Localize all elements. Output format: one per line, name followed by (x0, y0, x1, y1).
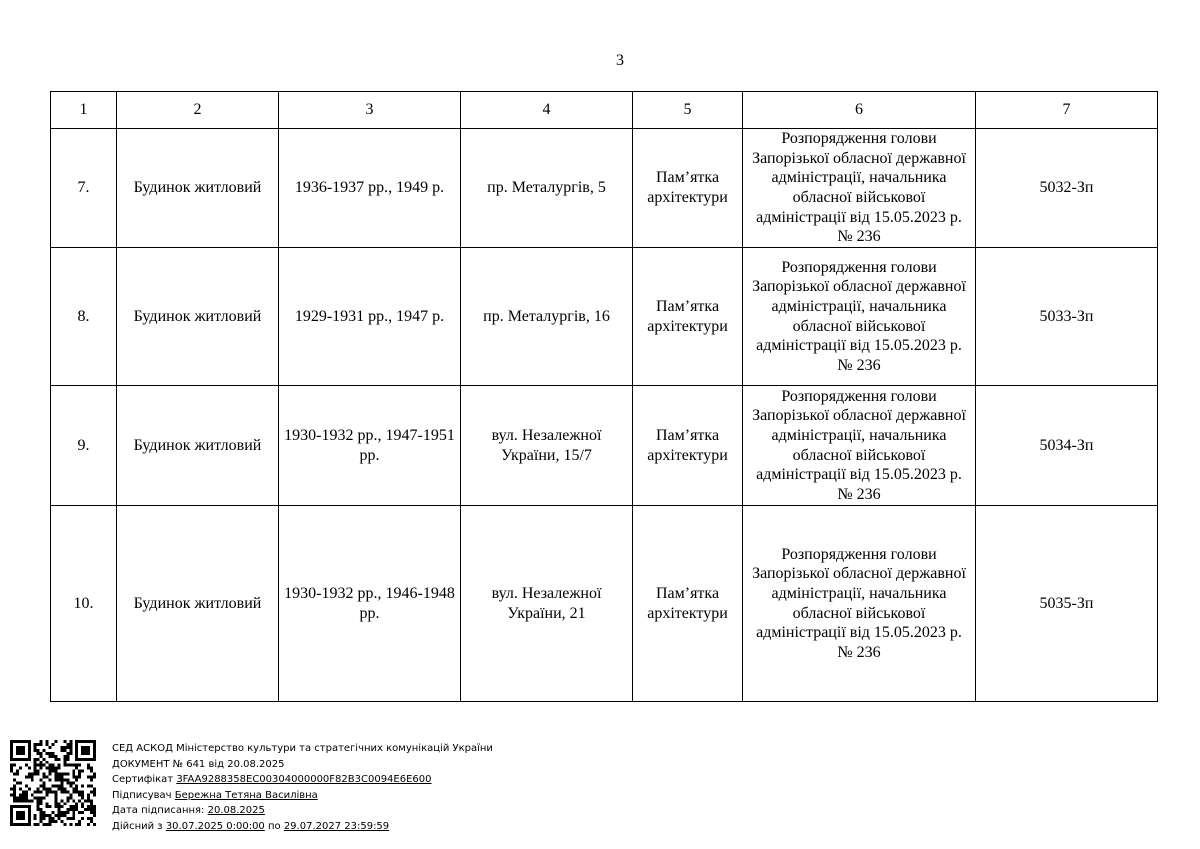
validity-separator: по (264, 820, 284, 832)
column-header: 7 (976, 92, 1158, 129)
object-dating: 1930-1932 рр., 1947-1951 рр. (279, 386, 461, 506)
table-row (51, 129, 1158, 248)
registry-code: 5034-Зп (976, 386, 1158, 506)
object-address: вул. Незалежної України, 21 (461, 506, 633, 702)
column-header: 1 (51, 92, 117, 129)
row-number: 8. (51, 248, 117, 386)
registry-code: 5032-Зп (976, 129, 1158, 248)
table-row (51, 248, 1158, 386)
registry-code: 5033-Зп (976, 248, 1158, 386)
object-dating: 1936-1937 рр., 1949 р. (279, 129, 461, 248)
column-header: 3 (279, 92, 461, 129)
registry-code: 5035-Зп (976, 506, 1158, 702)
object-type: Пам’ятка архітектури (633, 129, 743, 248)
stamp-system: СЕД АСКОД Міністерство культури та стратегічних комунікацій України (112, 743, 493, 754)
object-name: Будинок житловий (117, 386, 279, 506)
qr-code-icon (10, 740, 96, 826)
certificate-label: Сертифікат (112, 774, 177, 785)
object-type: Пам’ятка архітектури (633, 248, 743, 386)
object-address: вул. Незалежної України, 15/7 (461, 386, 633, 506)
object-name: Будинок житловий (117, 506, 279, 702)
electronic-signature-stamp (112, 741, 493, 834)
object-name: Будинок житловий (117, 248, 279, 386)
row-number: 9. (51, 386, 117, 506)
column-header: 5 (633, 92, 743, 129)
stamp-document: ДОКУМЕНТ № 641 від 20.08.2025 (112, 758, 285, 770)
object-dating: 1929-1931 рр., 1947 р. (279, 248, 461, 386)
object-address: пр. Металургів, 16 (461, 248, 633, 386)
object-type: Пам’ятка архітектури (633, 506, 743, 702)
object-name: Будинок житловий (117, 129, 279, 248)
table-row (51, 386, 1158, 506)
table-header-row (51, 92, 1158, 129)
table-row (51, 506, 1158, 702)
decree-reference: Розпорядження голови Запорізької обласної державної адміністрації, начальника обласної військової адміністрації від 15.05.2023 р. № 236 (743, 129, 976, 248)
object-dating: 1930-1932 рр., 1946-1948 рр. (279, 506, 461, 702)
valid-from: 30.07.2025 0:00:00 (165, 820, 265, 832)
row-number: 7. (51, 129, 117, 248)
signer-label: Підписувач (112, 789, 175, 801)
stamp-certificate (112, 772, 493, 788)
column-header: 6 (743, 92, 976, 129)
signer-value: Бережна Тетяна Василівна (174, 789, 318, 801)
object-address: пр. Металургів, 5 (461, 129, 633, 248)
row-number: 10. (51, 506, 117, 702)
signature-footer (10, 740, 710, 840)
page-number: 3 (616, 52, 624, 69)
stamp-sign-date (112, 803, 493, 819)
column-header: 4 (461, 92, 633, 129)
object-type: Пам’ятка архітектури (633, 386, 743, 506)
column-header: 2 (117, 92, 279, 129)
sign-date-label: Дата підписання: (112, 805, 208, 816)
valid-to: 29.07.2027 23:59:59 (283, 820, 390, 832)
certificate-value: 3FAA9288358EC00304000000F82B3C0094E6E600 (176, 774, 432, 785)
stamp-signer (112, 788, 493, 804)
decree-reference: Розпорядження голови Запорізької обласної державної адміністрації, начальника обласної військової адміністрації від 15.05.2023 р. № 236 (743, 386, 976, 506)
decree-reference: Розпорядження голови Запорізької обласної державної адміністрації, начальника обласної військової адміністрації від 15.05.2023 р. № 236 (743, 506, 976, 702)
validity-label: Дійсний з (112, 820, 166, 832)
monuments-table (50, 91, 1158, 702)
decree-reference: Розпорядження голови Запорізької обласної державної адміністрації, начальника обласної військової адміністрації від 15.05.2023 р. № 236 (743, 248, 976, 386)
stamp-validity (112, 819, 493, 835)
sign-date-value: 20.08.2025 (207, 805, 265, 816)
